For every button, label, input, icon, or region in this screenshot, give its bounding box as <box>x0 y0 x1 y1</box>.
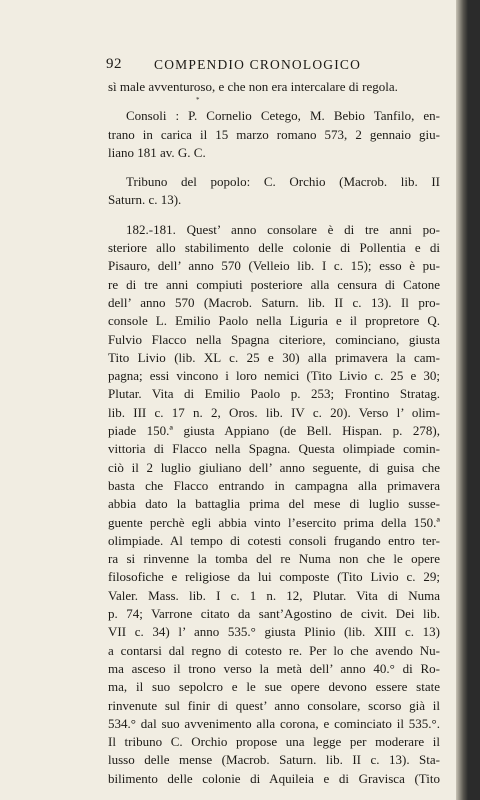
text-line: olimpiade. Al tempo di cotesti consoli frugando entro ter- <box>108 532 440 548</box>
text-line: Valer. Mass. lib. I c. 1 n. 12, Plutar. Vita di Numa <box>108 587 440 603</box>
page-number: 92 <box>106 56 122 72</box>
text-line: 534.° dal suo avvenimento alla corona, e cominciato il 535.°. <box>108 715 440 731</box>
page-header <box>106 56 446 76</box>
text-line: Tito Livio (lib. XL c. 25 e 30) alla primavera la cam- <box>108 349 440 365</box>
text-line: Pisauro, dell’ anno 570 (Velleio lib. I c. 15); esso è pu- <box>108 258 440 274</box>
text-line: steriore allo stabilimento delle colonie di Pollentia e di <box>108 240 440 256</box>
text-line: Saturn. c. 13). <box>108 192 182 208</box>
text-line: abbia dato la battaglia prima del mese di luglio susse- <box>108 496 440 512</box>
text-line: vittoria di Flacco nella Spagna. Questa olimpiade comin- <box>108 441 440 457</box>
page-spine-shadow <box>456 0 468 800</box>
text-line: rinvenute sul finir di quest’ anno consolare, scorso già il <box>108 697 440 713</box>
text-line: sì male avventuroso, e che non era intercalare di regola. <box>108 79 398 94</box>
text-line: filosofiche e religiose da lui composte (Tito Livio c. 29; <box>108 569 440 585</box>
text-line: Consoli : P. Cornelio Cetego, M. Bebio Tanfilo, en- <box>126 108 440 124</box>
text-line: VII c. 34) l’ anno 535.° giusta Plinio (lib. XIII c. 13) <box>108 624 440 640</box>
body-text <box>108 78 440 788</box>
paragraph-main <box>108 221 440 788</box>
text-line: bilimento delle colonie di Aquileia e di Gravisca (Tito <box>108 770 440 786</box>
text-line: basta che Flacco entrando in campagna alla primavera <box>108 477 440 493</box>
text-line: guente perchè egli abbia vinto l’esercito prima della 150.ª <box>108 514 440 530</box>
paragraph-1 <box>108 78 440 96</box>
text-line: 182.-181. Quest’ anno consolare è di tre anni po- <box>126 221 440 237</box>
text-line: re di tre anni compiuti posteriore alla censura di Catone <box>108 276 440 292</box>
text-line: console L. Emilio Paolo nella Liguria e il propretore Q. <box>108 313 440 329</box>
text-line: Plutar. Vita di Emilio Paolo p. 253; Frontino Stratag. <box>108 386 440 402</box>
ornament-mark: * <box>196 96 200 104</box>
paragraph-tribune <box>108 173 440 210</box>
text-line: liano 181 av. G. C. <box>108 144 206 160</box>
text-line: ciò il 2 luglio giuliano dell’ anno seguente, di guisa che <box>108 459 440 475</box>
text-line: ma asceso il trono verso la metà dell’ anno 40.° di Ro- <box>108 660 440 676</box>
text-line: trano in carica il 15 marzo romano 573, 2 gennaio giu- <box>108 126 440 142</box>
text-line: lusso delle mense (Macrob. Saturn. lib. II c. 13). Sta- <box>108 752 440 768</box>
paragraph-consuls <box>108 107 440 162</box>
text-line: a contarsi dal regno di cotesto re. Per lo che avendo Nu- <box>108 642 440 658</box>
text-line: Fulvio Flacco nella Spagna citeriore, cominciano, giusta <box>108 331 440 347</box>
text-line: Il tribuno C. Orchio propose una legge per moderare il <box>108 734 440 750</box>
text-line: Tribuno del popolo: C. Orchio (Macrob. lib. II <box>126 174 440 190</box>
text-line: ra si rinvenne la tomba del re Numa non che le opere <box>108 551 440 567</box>
text-line: ma, il suo sepolcro e le sue opere devono essere state <box>108 679 440 695</box>
text-line: p. 74; Varrone citato da sant’Agostino de civit. Dei lib. <box>108 606 440 622</box>
text-line: dell’ anno 570 (Macrob. Saturn. lib. II c. 13). Il pro- <box>108 294 440 310</box>
running-title: COMPENDIO CRONOLOGICO <box>154 57 362 72</box>
text-line: lib. III c. 17 n. 2, Oros. lib. IV c. 20). Verso l’ olim- <box>108 404 440 420</box>
text-line: pagna; essi vincono i loro nemici (Tito Livio c. 25 e 30; <box>108 368 440 384</box>
text-line: piade 150.ª giusta Appiano (de Bell. Hispan. p. 278), <box>108 423 440 439</box>
